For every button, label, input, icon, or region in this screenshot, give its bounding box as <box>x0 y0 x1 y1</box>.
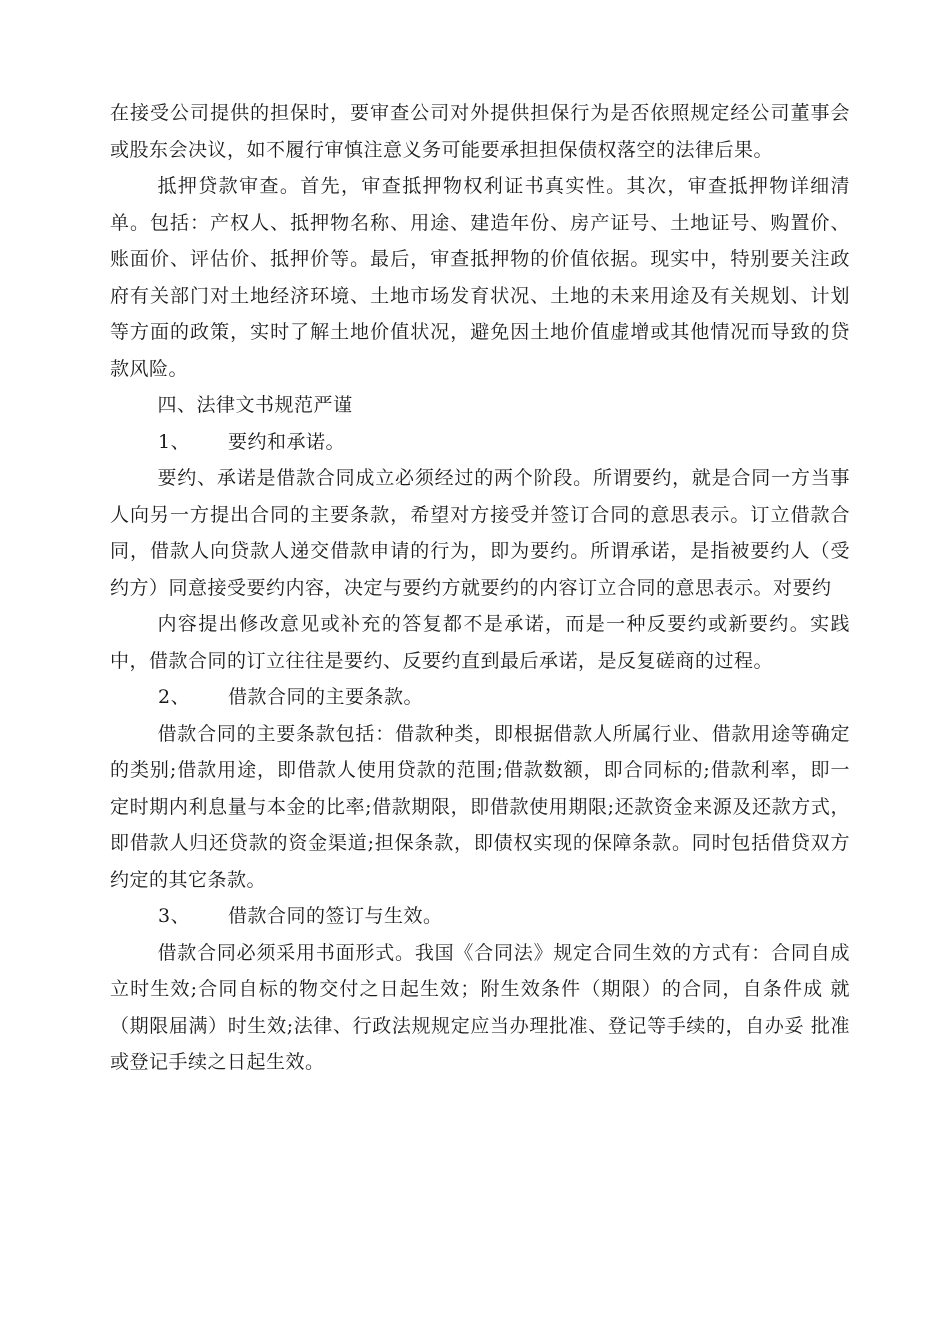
paragraph-signing-effect: 借款合同必须采用书面形式。我国《合同法》规定合同生效的方式有：合同自成立时生效;合同自标的物交付之日起生效；附生效条件（期限）的合同，自条件成 就（期限届满）时生效;法律、行政法规规定应当办理批准、登记等手续的，自办妥 批准或登记手续之日起生效。 <box>110 941 850 1073</box>
section-heading-legal-documents: 四、法律文书规范严谨 <box>157 394 353 416</box>
list-item-number: 2、 <box>158 686 191 708</box>
list-item-number: 3、 <box>158 905 191 927</box>
list-item-signing-effect <box>110 898 850 935</box>
paragraph-counter-offer: 内容提出修改意见或补充的答复都不是承诺，而是一种反要约或新要约。实践中，借款合同的订立往往是要约、反要约直到最后承诺，是反复磋商的过程。 <box>110 613 850 672</box>
paragraph-mortgage-review: 抵押贷款审查。首先，审查抵押物权利证书真实性。其次，审查抵押物详细清单。包括：产权人、抵押物名称、用途、建造年份、房产证号、土地证号、购置价、账面价、评估价、抵押价等。最后，审查抵押物的价值依据。现实中，特别要关注政府有关部门对土地经济环境、土地市场发育状况、土地的未来用途及有关规划、计划等方面的政策，实时了解土地价值状况，避免因土地价值虚增或其他情况而导致的贷款风险。 <box>110 175 850 380</box>
list-item-number: 1、 <box>158 430 191 453</box>
list-item-offer-acceptance <box>110 424 850 461</box>
paragraph-guarantee-review: 在接受公司提供的担保时，要审查公司对外提供担保行为是否依照规定经公司董事会或股东会决议，如不履行审慎注意义务可能要承担担保债权落空的法律后果。 <box>110 102 850 161</box>
list-item-main-terms <box>110 679 850 716</box>
paragraph-offer-acceptance: 要约、承诺是借款合同成立必须经过的两个阶段。所谓要约，就是合同一方当事人向另一方提出合同的主要条款，希望对方接受并签订合同的意思表示。订立借款合同，借款人向贷款人递交借款申请的行为，即为要约。所谓承诺，是指被要约人（受约方）同意接受要约内容，决定与要约方就要约的内容订立合同的意思表示。对要约 <box>110 467 850 599</box>
list-item-title: 借款合同的签订与生效。 <box>228 905 443 927</box>
list-item-title: 借款合同的主要条款。 <box>228 686 424 708</box>
list-item-title: 要约和承诺。 <box>228 430 346 453</box>
document-body <box>110 95 850 1081</box>
paragraph-main-terms: 借款合同的主要条款包括：借款种类，即根据借款人所属行业、借款用途等确定的类别;借款用途，即借款人使用贷款的范围;借款数额，即合同标的;借款利率，即一定时期内利息量与本金的比率;借款期限，即借款使用期限;还款资金来源及还款方式，即借款人归还贷款的资金渠道;担保条款，即债权实现的保障条款。同时包括借贷双方约定的其它条款。 <box>110 722 850 891</box>
